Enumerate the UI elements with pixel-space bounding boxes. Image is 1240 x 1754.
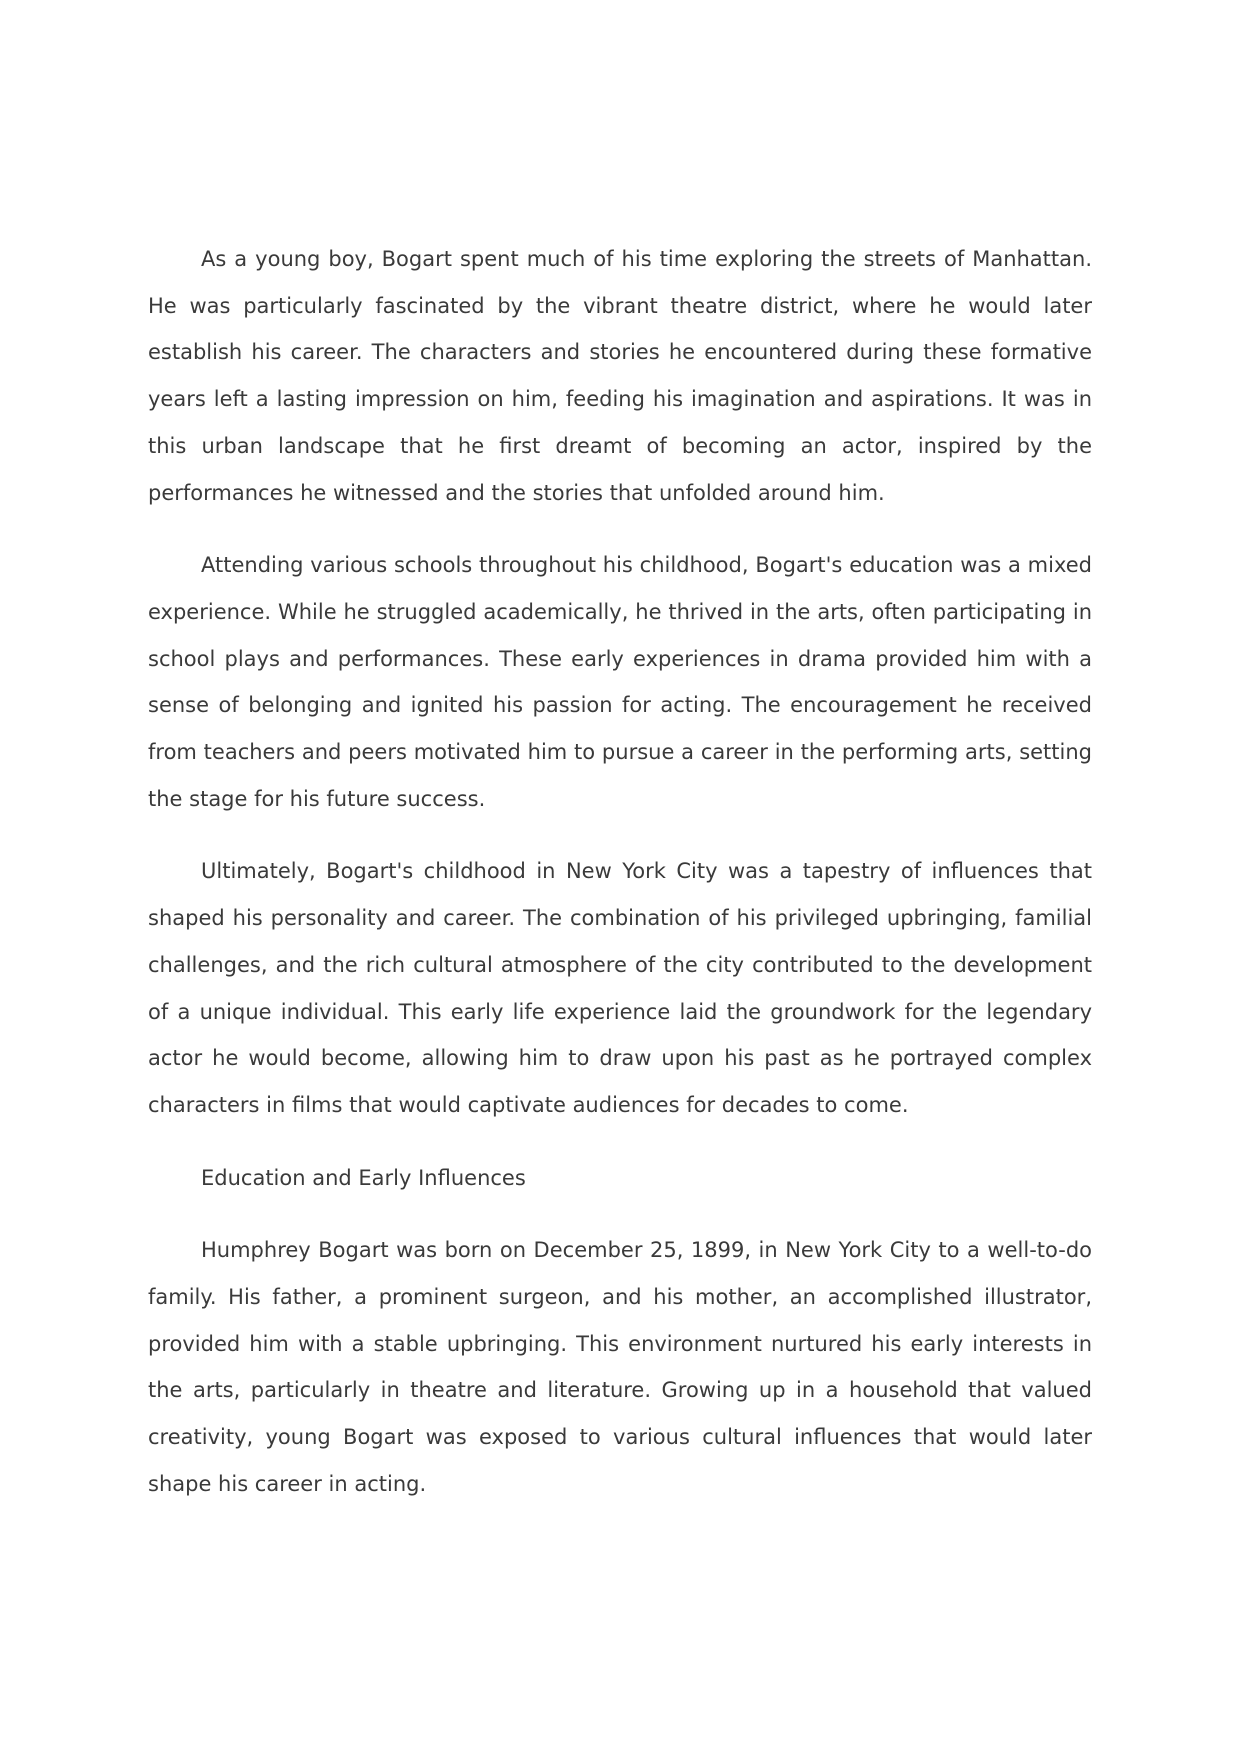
paragraph-3: Ultimately, Bogart's childhood in New York City was a tapestry of influences that shaped his personality and career. The combination of his privileged upbringing, familial challenges, and the rich cultural atmosphere of the city contributed to the development of a unique individual. This early life experience laid the groundwork for the legendary actor he would become, allowing him to draw upon his past as he portrayed complex characters in films that would captivate audiences for decades to come. — [148, 859, 1092, 1117]
paragraph-4: Humphrey Bogart was born on December 25, 1899, in New York City to a well-to-do family. His father, a prominent surgeon, and his mother, an accomplished illustrator, provided him with a stable upbringing. This environment nurtured his early interests in the arts, particularly in theatre and literature. Growing up in a household that valued creativity, young Bogart was exposed to various cultural influences that would later shape his career in acting. — [148, 1238, 1092, 1496]
paragraph-2: Attending various schools throughout his childhood, Bogart's education was a mixed experience. While he struggled academically, he thrived in the arts, often participating in school plays and performances. These early experiences in drama provided him with a sense of belonging and ignited his passion for acting. The encouragement he received from teachers and peers motivated him to pursue a career in the performing arts, setting the stage for his future success. — [148, 553, 1092, 811]
paragraph-1: As a young boy, Bogart spent much of his time exploring the streets of Manhattan. He was particularly fascinated by the vibrant theatre district, where he would later establish his career. The characters and stories he encountered during these formative years left a lasting impression on him, feeding his imagination and aspirations. It was in this urban landscape that he first dreamt of becoming an actor, inspired by the performances he witnessed and the stories that unfolded around him. — [148, 247, 1092, 505]
document-page — [148, 236, 1092, 1534]
section-heading: Education and Early Influences — [201, 1165, 526, 1190]
